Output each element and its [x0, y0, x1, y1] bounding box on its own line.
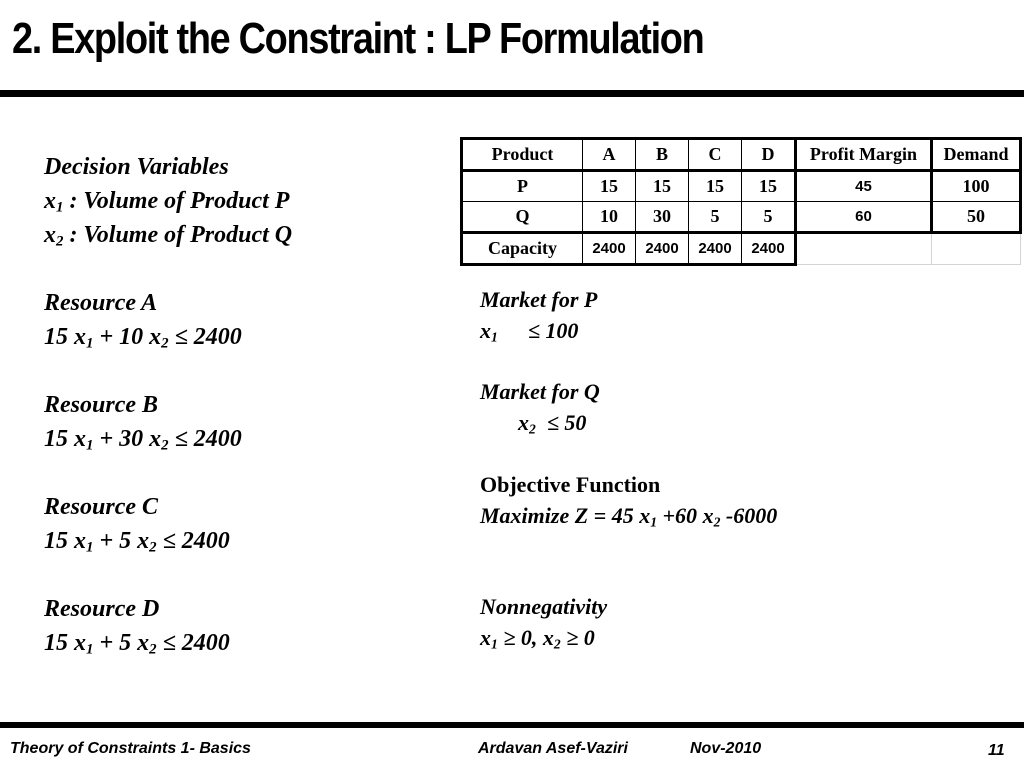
row-p-product: P: [462, 171, 583, 202]
page-number: 11: [988, 742, 1005, 759]
capacity-profit-empty: [796, 233, 932, 265]
row-q-a: 10: [583, 202, 636, 233]
resource-d-heading: Resource D: [44, 596, 160, 622]
capacity-demand-empty: [932, 233, 1021, 265]
slide-title: 2. Exploit the Constraint : LP Formulation: [12, 14, 704, 63]
decision-variable-x1: $x_1$ : Volume of Product P: [44, 188, 290, 216]
row-p-d: 15: [742, 171, 796, 202]
resource-d-constraint: 15 $x_1 + 5$ $x_2 \le 2400$: [44, 630, 230, 658]
table-row: [462, 171, 1021, 202]
capacity-d: 2400: [742, 233, 796, 265]
product-resource-table: [460, 137, 1022, 266]
row-p-a: 15: [583, 171, 636, 202]
capacity-a: 2400: [583, 233, 636, 265]
resource-c-constraint: 15 $x_1 + 5$ $x_2 \le 2400$: [44, 528, 230, 556]
row-p-c: 15: [689, 171, 742, 202]
bottom-divider: [0, 722, 1024, 728]
left-formulation: [44, 150, 292, 660]
market-p-constraint: $x_1 \le 100$: [480, 318, 579, 345]
table-capacity-row: [462, 233, 1021, 265]
resource-a-heading: Resource A: [44, 290, 158, 316]
header-a: A: [583, 139, 636, 171]
footer-author: Ardavan Asef-Vaziri: [478, 740, 628, 757]
objective-expression: Maximize Z = 45 $x_1 +60$ $x_2$ -6000: [480, 503, 778, 530]
row-p-demand: 100: [932, 171, 1021, 202]
table-header-row: [462, 139, 1021, 171]
capacity-label: Capacity: [462, 233, 583, 265]
capacity-b: 2400: [636, 233, 689, 265]
x1-description: : Volume of Product P: [63, 188, 290, 214]
objective-block: [480, 469, 777, 531]
row-q-demand: 50: [932, 202, 1021, 233]
header-product: Product: [462, 139, 583, 171]
footer-date: Nov-2010: [690, 740, 762, 757]
row-q-b: 30: [636, 202, 689, 233]
resource-c-heading: Resource C: [44, 494, 158, 520]
row-q-profit-margin: 60: [796, 202, 932, 233]
header-profit-margin: Profit Margin: [796, 139, 932, 171]
capacity-c: 2400: [689, 233, 742, 265]
market-p-heading: Market for P: [480, 287, 598, 312]
row-p-profit-margin: 45: [796, 171, 932, 202]
header-demand: Demand: [932, 139, 1021, 171]
nonnegativity-heading: Nonnegativity: [480, 594, 608, 619]
top-divider: [0, 90, 1024, 97]
row-q-d: 5: [742, 202, 796, 233]
row-q-product: Q: [462, 202, 583, 233]
resource-b-heading: Resource B: [44, 392, 158, 418]
market-q-block: [480, 376, 600, 438]
nonnegativity-block: [480, 591, 607, 653]
header-b: B: [636, 139, 689, 171]
nonnegativity-constraint: $x_1 \ge 0$, $x_2 \ge 0$: [480, 625, 595, 652]
resource-a-constraint: 15 $x_1 + 10$ $x_2 \le 2400$: [44, 324, 242, 352]
header-d: D: [742, 139, 796, 171]
x2-description: : Volume of Product Q: [63, 222, 293, 248]
resource-b-constraint: 15 $x_1 + 30$ $x_2 \le 2400$: [44, 426, 242, 454]
header-c: C: [689, 139, 742, 171]
objective-heading: Objective Function: [480, 472, 661, 497]
row-q-c: 5: [689, 202, 742, 233]
market-p-block: [480, 284, 597, 346]
table-row: [462, 202, 1021, 233]
decision-variable-x2: $x_2$ : Volume of Product Q: [44, 222, 293, 250]
decision-variables-heading: Decision Variables: [44, 154, 229, 180]
footer-course: Theory of Constraints 1- Basics: [10, 740, 251, 757]
market-q-constraint: $x_2 \le 50$: [518, 410, 587, 437]
row-p-b: 15: [636, 171, 689, 202]
market-q-heading: Market for Q: [480, 379, 600, 404]
